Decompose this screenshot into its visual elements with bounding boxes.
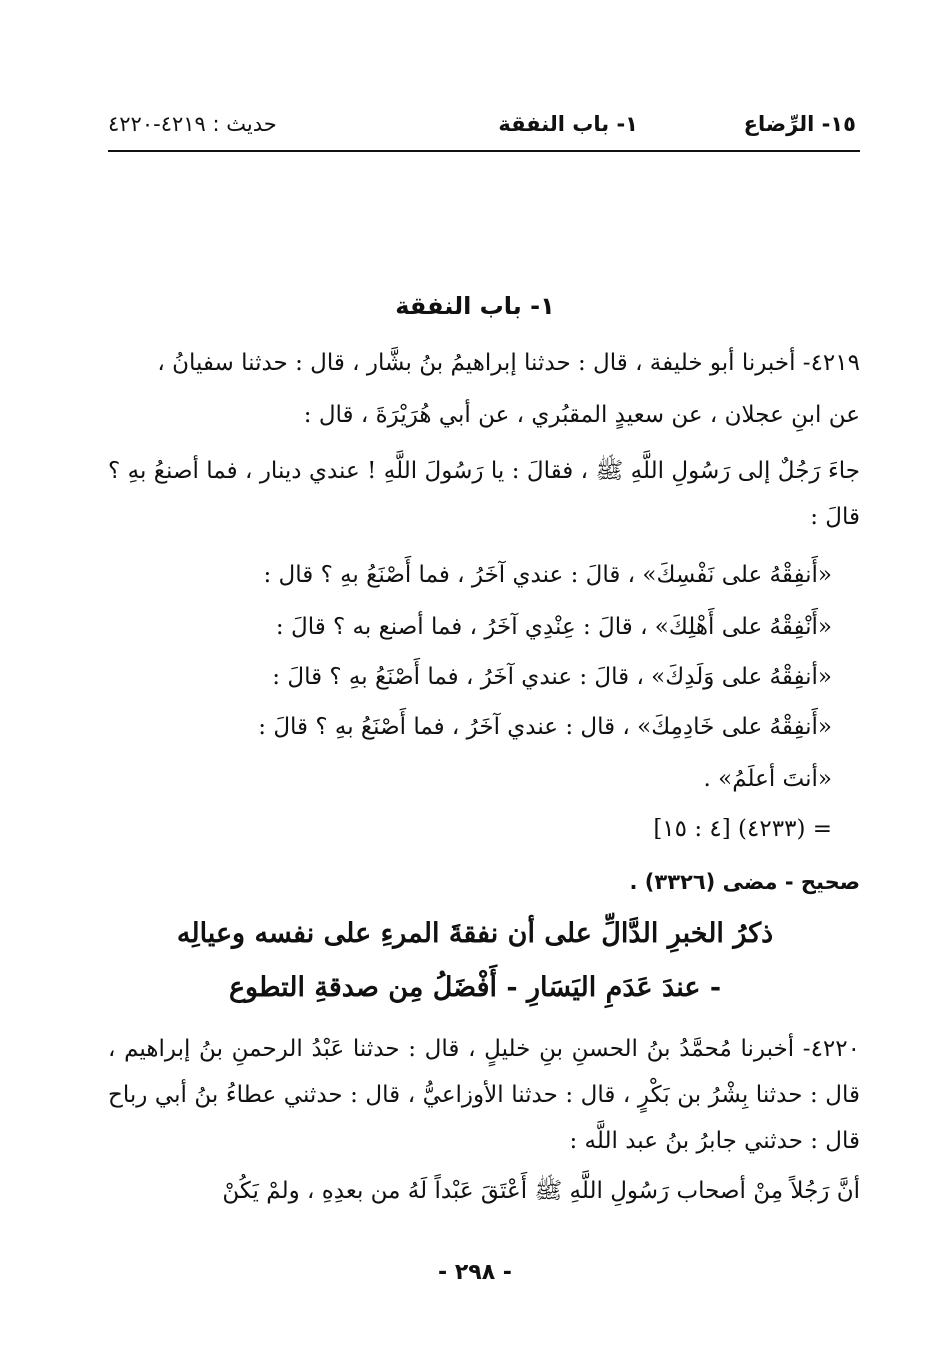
- hadith-4219-line4: «أَنفِقْهُ على خَادِمِكَ» ، قال : عندي آخَرُ ، فما أَصْنَعُ بهِ ؟ قالَ :: [258, 714, 832, 740]
- hadith-4219-line2: «أَنْفِقْهُ على أَهْلِكَ» ، قالَ : عِنْدِي آخَرُ ، فما أصنع به ؟ قالَ :: [275, 614, 832, 640]
- chapter-heading-line2: - عندَ عَدَمِ اليَسَارِ - أَفْضَلُ مِن صدقةِ التطوع: [228, 972, 722, 1003]
- chapter-heading-line1: ذكرُ الخبرِ الدَّالِّ على أن نفقةَ المرءِ على نفسه وعيالِه: [176, 918, 774, 949]
- page-number: - ٢٩٨ -: [438, 1260, 512, 1285]
- hadith-4219-line5: «أنتَ أعلَمُ» .: [703, 766, 832, 792]
- header-rule: [108, 150, 860, 152]
- hadith-4219-grading: صحيح - مضى (٣٣٢٦) .: [629, 870, 860, 894]
- hadith-4219-isnad-line1: ٤٢١٩- أخبرنا أبو خليفة ، قال : حدثنا إبراهيمُ بنُ بشَّار ، قال : حدثنا سفيانُ ،: [157, 350, 860, 376]
- hadith-4219-line3: «أنفِقْهُ على وَلَدِكَ» ، قالَ : عندي آخَرُ ، فما أَصْنَعُ بهِ ؟ قالَ :: [272, 664, 832, 690]
- hadith-4220-matn-line: أنَّ رَجُلاً مِنْ أصحاب رَسُولِ اللَّهِ ﷺ أَعْتَقَ عَبْداً لَهُ من بعدِهِ ، ولمْ يَكُنْ: [222, 1178, 860, 1204]
- hadith-4220-isnad: ٤٢٢٠- أخبرنا مُحمَّدُ بنُ الحسنِ بنِ خليلٍ ، قال : حدثنا عَبْدُ الرحمنِ بنُ إبراهيم ، قال : حدثنا بِشْرُ بن بَكْرٍ ، قال : حدثنا الأوزاعيُّ ، قال : حدثني عطاءُ بنُ أبي رباح قال : حدثني جابرُ بنُ عبد اللَّه :: [108, 1036, 860, 1154]
- hadith-4219-cross-reference: = (٤٢٣٣) [٤ : ١٥]: [653, 816, 832, 842]
- section-title: ١- باب النفقة: [395, 292, 555, 320]
- running-header-book: ١٥- الرِّضاع: [743, 112, 856, 136]
- hadith-4219-line1: «أَنفِقْهُ على نَفْسِكَ» ، قالَ : عندي آخَرُ ، فما أَصْنَعُ بهِ ؟ قال :: [263, 562, 832, 588]
- running-header-chapter: ١- باب النفقة: [498, 112, 638, 136]
- hadith-4219-isnad-line2: عن ابنِ عجلان ، عن سعيدٍ المقبُري ، عن أبي هُرَيْرَةَ ، قال :: [303, 402, 860, 428]
- running-header-hadith-range: حديث : ٤٢١٩-٤٢٢٠: [108, 112, 277, 136]
- hadith-4219-matn: جاءَ رَجُلٌ إلى رَسُولِ اللَّهِ ﷺ ، فقالَ : يا رَسُولَ اللَّهِ ! عندي دينار ، فما أصنعُ بهِ ؟ قالَ :: [108, 458, 860, 530]
